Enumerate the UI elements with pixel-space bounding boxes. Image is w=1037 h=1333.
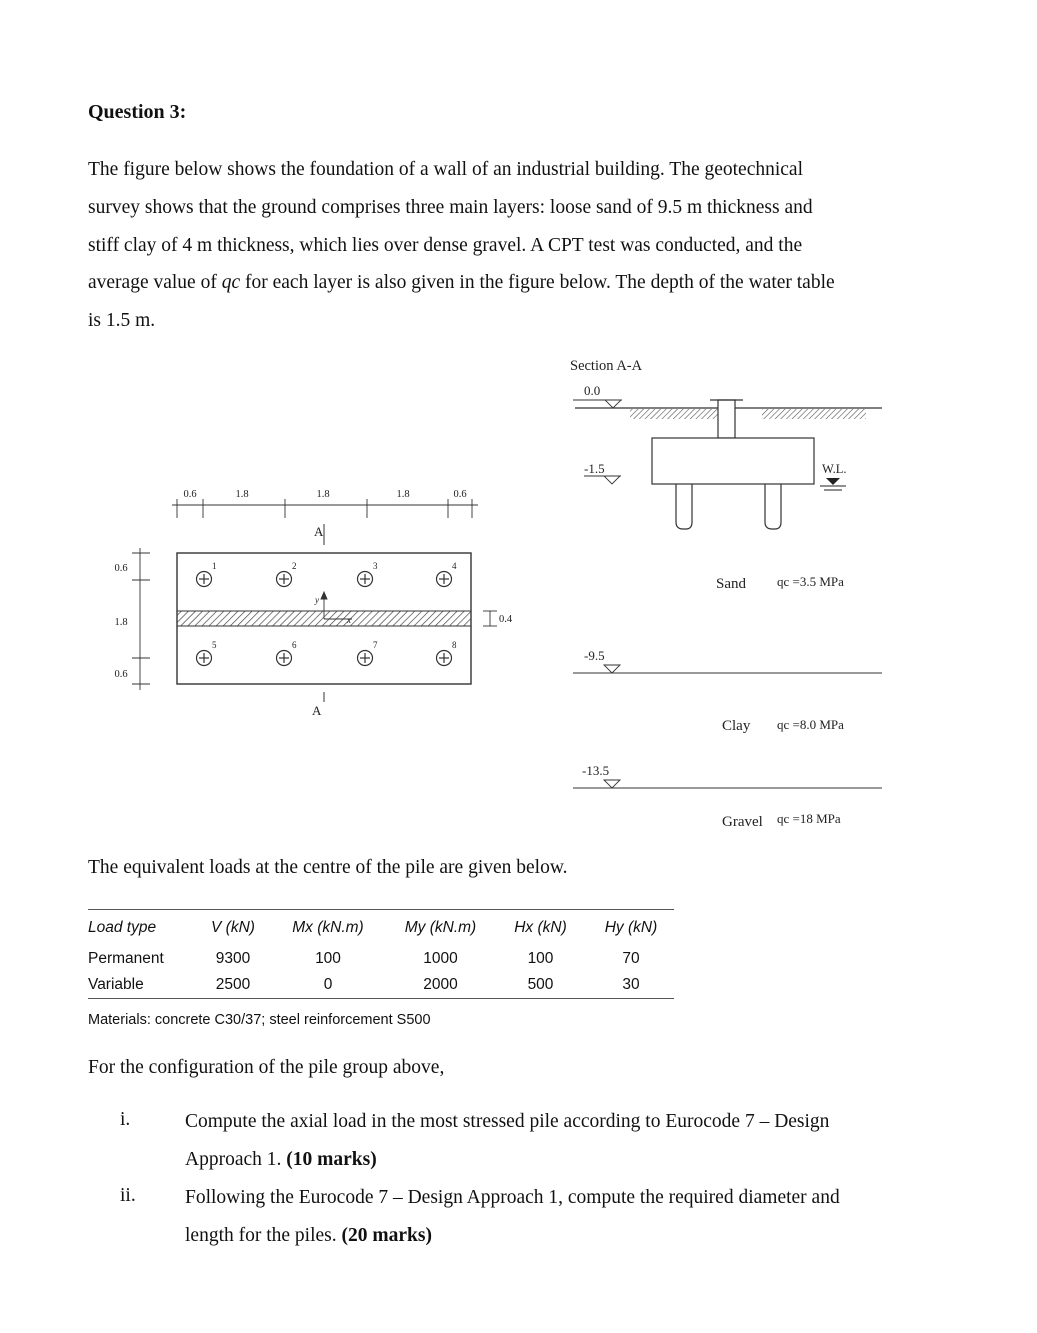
dim-top-4: 1.8 <box>396 489 410 500</box>
task-2-line-1: Following the Eurocode 7 – Design Approach 1, compute the required diameter and <box>185 1187 840 1208</box>
intro-line-4-before: average value of <box>88 272 222 294</box>
task-1-line-2: Approach 1. <box>185 1148 287 1170</box>
pile-cap-plan-view <box>0 0 560 740</box>
intro-line-5: is 1.5 m. <box>88 310 156 332</box>
soil-hatch-left <box>630 409 718 419</box>
gravel-layer-qc: qc =18 MPa <box>777 811 841 826</box>
cell: Variable <box>88 976 144 993</box>
pile-4 <box>437 572 452 587</box>
cell: 0 <box>323 976 333 993</box>
level-9-5-marker <box>604 665 620 673</box>
table-row-variable <box>88 972 674 998</box>
dim-top-3: 1.8 <box>316 489 330 500</box>
wall-stub <box>718 400 735 438</box>
header-load-type: Load type <box>88 919 157 936</box>
dim-top-2: 1.8 <box>235 489 249 500</box>
task-2-marks: (20 marks) <box>341 1224 432 1246</box>
sand-layer-name: Sand <box>716 576 746 592</box>
level-1-5-marker <box>604 476 620 484</box>
sand-layer-qc: qc =3.5 MPa <box>777 574 844 589</box>
top-dimension-line <box>172 499 478 518</box>
task-2-number: ii. <box>120 1185 136 1206</box>
table-row-permanent <box>88 946 674 972</box>
task-1-number: i. <box>120 1109 131 1130</box>
dim-side-1: 0.6 <box>114 563 128 574</box>
intro-line-1: The figure below shows the foundation of a wall of an industrial building. The geotechnical <box>88 159 803 180</box>
dim-side-3: 0.6 <box>114 669 128 680</box>
axis-y-label: y <box>315 595 319 605</box>
cell: 100 <box>315 950 341 967</box>
intro-line-3: stiff clay of 4 m thickness, which lies over dense gravel. A CPT test was conducted, and the <box>88 234 803 256</box>
header-hx: Hx (kN) <box>514 919 567 936</box>
task-2-line-2: length for the piles. <box>185 1224 342 1246</box>
section-marker-bottom <box>312 692 324 718</box>
pile-3 <box>358 572 373 587</box>
task-1-text <box>185 1103 915 1179</box>
cell: 1000 <box>423 950 458 967</box>
pile-7 <box>358 651 373 666</box>
intro-line-4-after: for each layer is also given in the figure below. The depth of the water table <box>240 272 835 294</box>
level-9-5-label: -9.5 <box>584 648 605 663</box>
header-hy: Hy (kN) <box>604 919 658 936</box>
pile-section-left <box>676 484 692 529</box>
pile-cap-section <box>652 438 814 484</box>
header-mx: Mx (kN.m) <box>292 919 364 936</box>
cell: 100 <box>527 950 554 967</box>
intro-line-2: survey shows that the ground comprises three main layers: loose sand of 9.5 m thickness and <box>88 196 813 218</box>
pile-number-8: 8 <box>452 640 457 650</box>
pile-1 <box>197 572 212 587</box>
pile-number-6: 6 <box>292 640 297 650</box>
cell: 70 <box>622 950 640 967</box>
loads-table-header <box>88 910 674 946</box>
cell: 2500 <box>215 976 251 993</box>
task-1-marks: (10 marks) <box>286 1148 377 1170</box>
water-level-symbol <box>820 478 846 490</box>
dim-top-5: 0.6 <box>453 489 467 500</box>
level-1-5-label: -1.5 <box>584 461 605 476</box>
header-v: V (kN) <box>211 919 255 936</box>
svg-text:A: A <box>314 524 324 539</box>
qc-symbol: qc <box>221 272 241 294</box>
pile-2 <box>277 572 292 587</box>
gravel-layer-name: Gravel <box>722 814 763 830</box>
cell: 30 <box>622 976 640 993</box>
cell: 9300 <box>215 950 251 967</box>
beam-thickness-label: 0.4 <box>499 614 513 625</box>
beam-thickness-dimension <box>483 611 497 626</box>
water-level-label: W.L. <box>822 462 847 476</box>
cell: 500 <box>527 976 554 993</box>
pile-number-4: 4 <box>452 561 457 571</box>
cell: 2000 <box>423 976 458 993</box>
section-a-a-view <box>560 340 900 840</box>
axis-x-label: x <box>347 615 351 625</box>
pile-number-1: 1 <box>212 561 217 571</box>
level-0-label: 0.0 <box>584 383 601 398</box>
pile-number-3: 3 <box>373 561 378 571</box>
loads-table <box>88 909 674 999</box>
svg-text:A: A <box>312 703 322 718</box>
side-dimension-line <box>132 548 150 690</box>
pile-number-7: 7 <box>373 640 378 650</box>
pile-number-5: 5 <box>212 640 217 650</box>
header-my: My (kN.m) <box>404 919 477 936</box>
task-1-line-1: Compute the axial load in the most stressed pile according to Eurocode 7 – Design <box>185 1111 830 1132</box>
clay-layer-qc: qc =8.0 MPa <box>777 717 844 732</box>
pile-number-2: 2 <box>292 561 297 571</box>
question-title: Question 3: <box>88 101 187 123</box>
section-marker-top <box>314 524 324 545</box>
level-13-5-label: -13.5 <box>582 763 610 778</box>
cell: Permanent <box>88 950 164 967</box>
dim-side-2: 1.8 <box>114 617 128 628</box>
pile-section-right <box>765 484 781 529</box>
clay-layer-name: Clay <box>722 718 751 734</box>
task-2-text <box>185 1179 915 1255</box>
pile-8 <box>437 651 452 666</box>
config-intro: For the configuration of the pile group above, <box>88 1057 445 1078</box>
soil-hatch-right <box>762 409 866 419</box>
level-0-marker <box>605 400 621 408</box>
pile-6 <box>277 651 292 666</box>
pile-5 <box>197 651 212 666</box>
level-13-5-marker <box>604 780 620 788</box>
section-title: Section A-A <box>570 358 643 374</box>
loads-intro: The equivalent loads at the centre of the pile are given below. <box>88 857 568 878</box>
materials-note: Materials: concrete C30/37; steel reinforcement S500 <box>88 1012 431 1028</box>
dim-top-1: 0.6 <box>183 489 197 500</box>
